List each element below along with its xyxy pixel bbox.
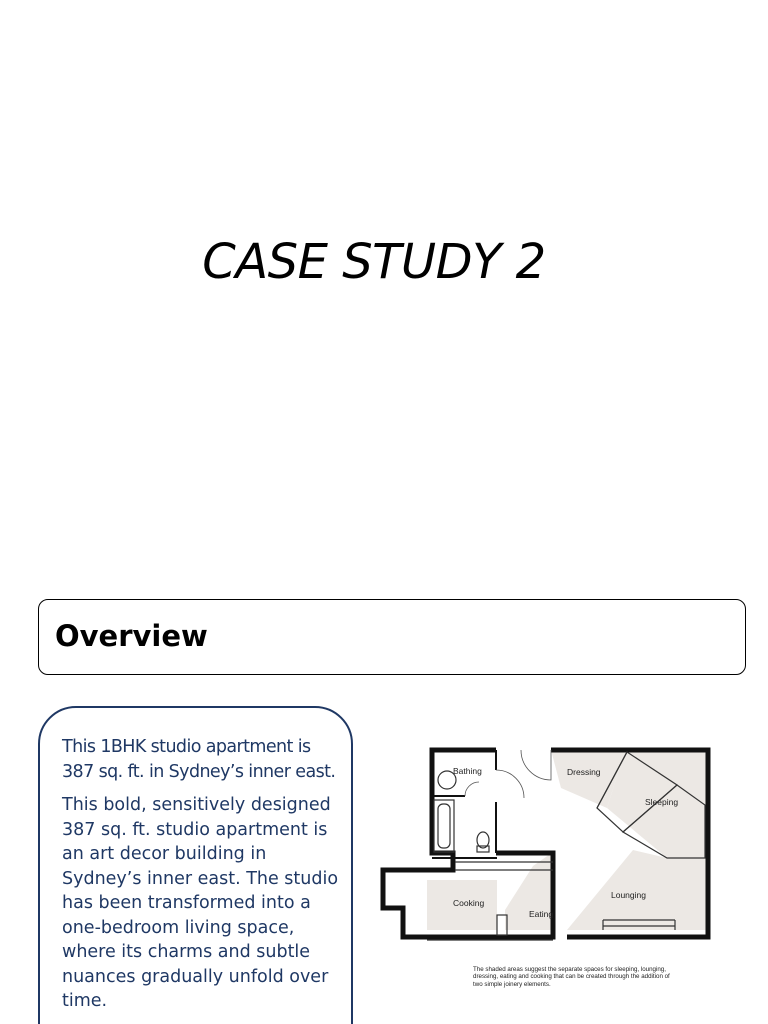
room-label-sleeping: Sleeping (645, 797, 679, 807)
floor-plan (375, 740, 715, 950)
room-label-bathing: Bathing (453, 766, 482, 776)
room-label-eating: Eating (529, 909, 554, 919)
overview-heading-box (38, 599, 746, 675)
overview-text-box (38, 706, 353, 1024)
room-label-lounging: Lounging (611, 890, 646, 900)
overview-paragraph-1: This 1BHK studio apartment is 387 sq. ft. in Sydney’s inner east. (62, 737, 336, 782)
slide-title: CASE STUDY 2 (202, 234, 546, 290)
room-label-cooking: Cooking (453, 898, 485, 908)
floor-plan-caption: The shaded areas suggest the separate spaces for sleeping, lounging, dressing, eating and cooking that can be created through the addition of two simple joinery elements. (473, 966, 670, 988)
overview-paragraph-2: This bold, sensitively designed 387 sq. ft. studio apartment is an art decor building in Sydney’s inner east. The studio has been transformed into a one-bedroom living space, where its charms and subtle nuances gradually unfold over time. (62, 795, 339, 1011)
room-label-dressing: Dressing (567, 767, 601, 777)
overview-heading: Overview (55, 619, 208, 653)
